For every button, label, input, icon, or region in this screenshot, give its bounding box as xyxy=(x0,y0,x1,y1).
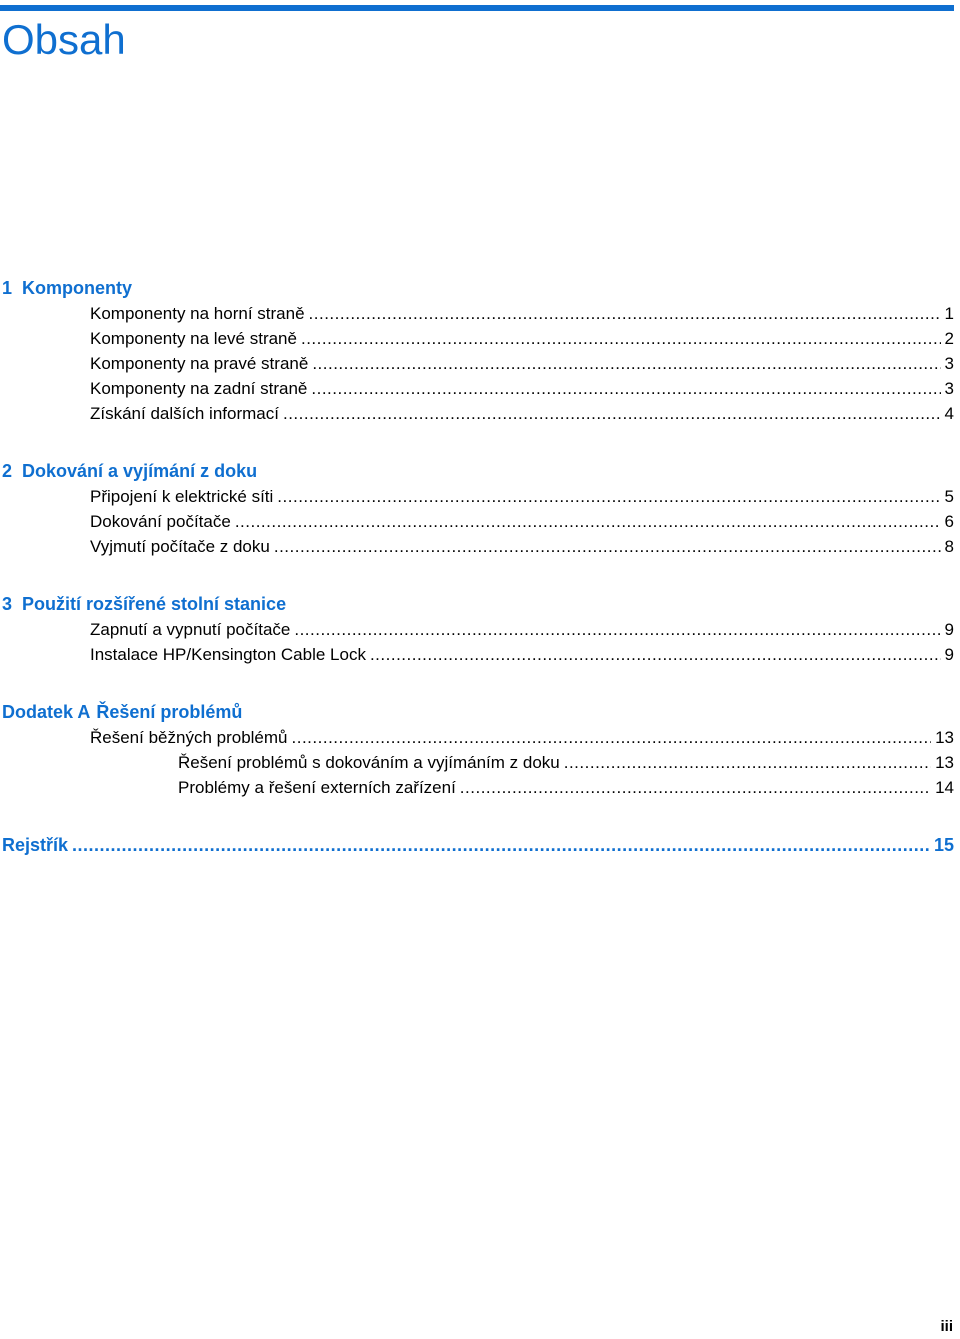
toc-entry-page: 3 xyxy=(944,354,954,373)
dot-leader xyxy=(277,484,940,509)
chapter-number: 2 xyxy=(2,461,13,481)
toc-entry[interactable] xyxy=(0,351,954,376)
index-title: Rejstřík xyxy=(2,835,69,855)
toc-entry-page: 3 xyxy=(944,379,954,398)
toc-entry[interactable] xyxy=(0,484,954,509)
toc-entry-page: 13 xyxy=(935,753,954,772)
toc-entry[interactable] xyxy=(0,534,954,559)
footer-page-number: iii xyxy=(940,1318,953,1335)
toc-entry[interactable] xyxy=(0,509,954,534)
toc-entry-title: Vyjmutí počítače z doku xyxy=(90,537,270,556)
chapter-1 xyxy=(0,276,954,426)
dot-leader xyxy=(312,351,940,376)
toc-entry-page: 6 xyxy=(944,512,954,531)
toc-entry-page: 1 xyxy=(944,304,954,323)
toc-entry-title: Řešení běžných problémů xyxy=(90,728,288,747)
dot-leader xyxy=(301,326,941,351)
dot-leader xyxy=(564,750,931,775)
toc-entry-page: 5 xyxy=(944,487,954,506)
dot-leader xyxy=(370,642,941,667)
chapter-2 xyxy=(0,459,954,559)
chapter-title: Dokování a vyjímání z doku xyxy=(22,461,258,481)
chapter-heading[interactable] xyxy=(0,459,954,483)
toc-entry-title: Dokování počítače xyxy=(90,512,231,531)
index-entry[interactable] xyxy=(0,833,954,857)
toc-entry-page: 14 xyxy=(935,778,954,797)
toc-entry-title: Zapnutí a vypnutí počítače xyxy=(90,620,291,639)
top-rule xyxy=(0,5,954,11)
index-page: 15 xyxy=(933,835,954,855)
appendix-a xyxy=(0,700,954,800)
appendix-heading[interactable] xyxy=(0,700,954,724)
toc-entry-page: 9 xyxy=(944,620,954,639)
toc-entry-title: Připojení k elektrické síti xyxy=(90,487,274,506)
dot-leader xyxy=(311,376,940,401)
appendix-title: Řešení problémů xyxy=(96,702,243,722)
toc-entry-title: Komponenty na zadní straně xyxy=(90,379,308,398)
chapter-heading[interactable] xyxy=(0,592,954,616)
toc-entry-page: 4 xyxy=(944,404,954,423)
toc-entry[interactable] xyxy=(0,750,954,775)
toc-entry-title: Komponenty na levé straně xyxy=(90,329,297,348)
toc-entry-page: 9 xyxy=(944,645,954,664)
toc-entry[interactable] xyxy=(0,617,954,642)
toc-entry[interactable] xyxy=(0,376,954,401)
table-of-contents xyxy=(0,276,954,857)
dot-leader xyxy=(235,509,941,534)
appendix-label: Dodatek A xyxy=(2,702,91,722)
toc-entry[interactable] xyxy=(0,401,954,426)
toc-entry-page: 2 xyxy=(944,329,954,348)
dot-leader xyxy=(292,725,932,750)
chapter-title: Komponenty xyxy=(22,278,133,298)
toc-entry[interactable] xyxy=(0,642,954,667)
toc-entry[interactable] xyxy=(0,301,954,326)
toc-entry-page: 13 xyxy=(935,728,954,747)
chapter-title: Použití rozšířené stolní stanice xyxy=(22,594,287,614)
toc-entry[interactable] xyxy=(0,326,954,351)
dot-leader xyxy=(294,617,940,642)
dot-leader xyxy=(283,401,941,426)
dot-leader xyxy=(309,301,941,326)
toc-entry-title: Komponenty na horní straně xyxy=(90,304,305,323)
chapter-heading[interactable] xyxy=(0,276,954,300)
chapter-number: 1 xyxy=(2,278,13,298)
toc-entry-page: 8 xyxy=(944,537,954,556)
chapter-number: 3 xyxy=(2,594,13,614)
toc-entry-title: Komponenty na pravé straně xyxy=(90,354,309,373)
toc-entry-title: Problémy a řešení externích zařízení xyxy=(178,778,456,797)
dot-leader xyxy=(460,775,931,800)
chapter-3 xyxy=(0,592,954,667)
toc-entry[interactable] xyxy=(0,725,954,750)
dot-leader xyxy=(72,833,930,857)
toc-entry[interactable] xyxy=(0,775,954,800)
toc-entry-title: Získání dalších informací xyxy=(90,404,279,423)
toc-entry-title: Řešení problémů s dokováním a vyjímáním z doku xyxy=(178,753,560,772)
dot-leader xyxy=(274,534,941,559)
page-title: Obsah xyxy=(2,16,126,63)
toc-entry-title: Instalace HP/Kensington Cable Lock xyxy=(90,645,366,664)
